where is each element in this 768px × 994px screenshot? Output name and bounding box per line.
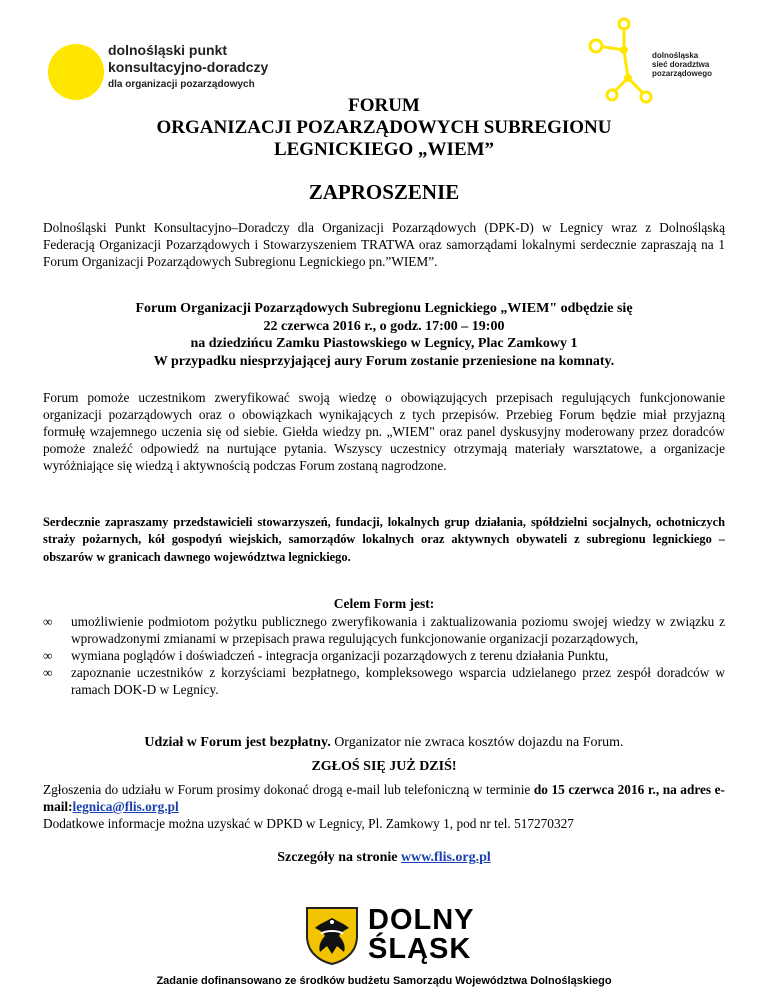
- dpkd-logo-line2: konsultacyjno-doradczy: [108, 59, 269, 75]
- website-link[interactable]: www.flis.org.pl: [400, 850, 491, 865]
- goal-item: [43, 613, 725, 647]
- forum-title-line2: ORGANIZACJI POZARZĄDOWYCH SUBREGIONU: [156, 117, 612, 138]
- bullet-icon: ∞: [43, 648, 53, 663]
- goal-item-text: zapoznanie uczestników z korzyściami bezpłatnego, kompleksowego wsparcia udzielanego przez zespół doradców w ramach DOK-D w Legnicy.: [71, 665, 725, 697]
- funding-note: Zadanie dofinansowano ze środków budżetu Samorządu Województwa Dolnośląskiego: [156, 975, 612, 987]
- details-label: Szczegóły na stronie: [277, 850, 401, 865]
- signup-deadline: do 15 czerwca 2016 r., na adres e-mail:: [43, 782, 725, 814]
- event-line1: Forum Organizacji Pozarządowych Subregionu Legnickiego „WIEM" odbędzie się: [135, 301, 633, 316]
- dsdp-logo-text: [652, 51, 712, 78]
- signup-heading: ZGŁOŚ SIĘ JUŻ DZIŚ!: [311, 759, 457, 774]
- goals-heading: Celem Form jest:: [333, 596, 435, 611]
- dolny-slask-coat-of-arms-icon: [305, 906, 359, 966]
- free-participation: [0, 735, 768, 751]
- dolny-slask-line2: ŚLĄSK: [368, 933, 472, 965]
- signup-email-link[interactable]: legnica@flis.org.pl: [72, 799, 179, 814]
- dsdp-network-logo-icon: [584, 14, 656, 104]
- dsdp-logo-line3: pozarządowego: [652, 69, 713, 78]
- dolny-slask-line1: DOLNY: [368, 904, 475, 936]
- goal-item-text: wymiana poglądów i doświadczeń - integracja organizacji pozarządowych z terenu działania Punktu,: [71, 648, 609, 663]
- dpkd-logo-circle-icon: [47, 43, 105, 101]
- dolny-slask-logo-text: [368, 906, 475, 964]
- free-participation-bold: Udział w Forum jest bezpłatny.: [144, 735, 331, 750]
- goal-item: [43, 647, 725, 664]
- invite-paragraph: Serdecznie zapraszamy przedstawicieli stowarzyszeń, fundacji, lokalnych grup działania, spółdzielni socjalnych, ochotniczych straży pożarnych, kół gospodyń wiejskich, samorządów lokalnych oraz aktywnych obywateli z subregionu legnickiego – obszarów w granicach dawnego województwa legnickiego.: [43, 515, 725, 564]
- contact-info: Dodatkowe informacje można uzyskać w DPKD w Legnicy, Pl. Zamkowy 1, pod nr tel. 517270327: [43, 816, 574, 831]
- bullet-icon: ∞: [43, 665, 53, 680]
- forum-title-line3: LEGNICKIEGO „WIEM”: [273, 139, 495, 160]
- event-weather-note: W przypadku niesprzyjającej aury Forum zostanie przeniesione na komnaty.: [153, 353, 615, 369]
- dpkd-logo-text: [108, 42, 268, 76]
- forum-title-line1: FORUM: [348, 95, 420, 116]
- signup-text: Zgłoszenia do udziału w Forum prosimy dokonać drogą e-mail lub telefoniczną w terminie: [43, 782, 534, 797]
- forum-title: [0, 95, 768, 161]
- goal-item: [43, 664, 725, 698]
- dsdp-logo-line1: dolnośląska: [652, 51, 699, 60]
- event-date: 22 czerwca 2016 r., o godz. 17:00 – 19:00: [263, 318, 505, 334]
- invitation-heading: ZAPROSZENIE: [308, 180, 460, 204]
- dpkd-logo-line3: dla organizacji pozarządowych: [108, 79, 255, 90]
- dpkd-logo-line1: dolnośląski punkt: [108, 42, 228, 58]
- free-participation-rest: Organizator nie zwraca kosztów dojazdu na Forum.: [330, 735, 624, 750]
- goals-list: [43, 613, 725, 698]
- goal-item-text: umożliwienie podmiotom pożytku publicznego zweryfikowania i zaktualizowania poziomu swojej wiedzy w związku z wprowadzonymi zmianami w przepisach prawa regulujących funkcjonowanie organizacji pozarządowych,: [71, 614, 725, 646]
- bullet-icon: ∞: [43, 614, 53, 629]
- intro-paragraph: Dolnośląski Punkt Konsultacyjno–Doradczy dla Organizacji Pozarządowych (DPK-D) w Legnicy wraz z Dolnośląską Federacją Organizacji Pozarządowych i Stowarzyszeniem TRATWA oraz samorządami lokalnymi serdecznie zapraszają na 1 Forum Organizacji Pozarządowych Subregionu Legnickiego pn.”WIEM”.: [43, 220, 725, 269]
- event-location: na dziedzińcu Zamku Piastowskiego w Legnicy, Plac Zamkowy 1: [190, 336, 578, 351]
- details-line: [0, 850, 768, 866]
- description-paragraph: Forum pomoże uczestnikom zweryfikować swoją wiedzę o obowiązujących przepisach regulujących funkcjonowanie organizacji pozarządowych oraz o obowiązkach wynikających z tych przepisów. Przebieg Forum będzie miał przyjazną formułę wzajemnego uczenia się od siebie. Giełda wiedzy pn. „WIEM" oraz panel dyskusyjny moderowany przez doradców pomoże znaleźć odpowiedź na nurtujące pytania. Wszyscy uczestnicy otrzymają materiały warsztatowe, a organizacje wyróżniające się wiedzą i aktywnością podczas Forum zostaną nagrodzone.: [43, 390, 725, 473]
- dsdp-logo-line2: sieć doradztwa: [652, 60, 710, 69]
- signup-paragraph: [43, 781, 725, 815]
- event-details: [0, 300, 768, 370]
